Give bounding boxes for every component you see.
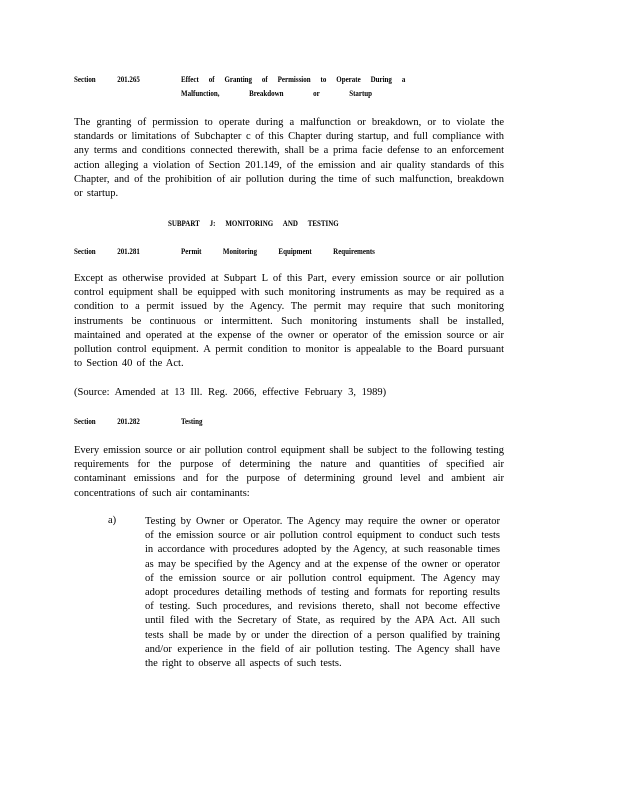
section-281-title: Permit Monitoring Equipment Requirements	[181, 246, 375, 256]
item-a-text: Testing by Owner or Operator. The Agency may require the owner or operator of the emission source or air pollution control equipment to conduct such tests in accordance with procedures adopted by the Agency, at such reasonable times as may be specified by the Agency and at the expense of the owner or operator of the emission source or air pollution control equipment. The Agency may adopt procedures detailing methods of testing and formats for reporting results of testing. Such procedures, and revisions thereto, shall not become effective until filed with the Secretary of State, as required by the APA Act. All such tests shall be made by or under the direction of a person qualified by training and/or experience in the field of air pollution testing. The Agency shall have the right to observe all aspects of such tests.	[145, 516, 500, 670]
section-label: Section	[74, 74, 96, 84]
section-282-heading	[74, 416, 140, 426]
section-number: 201.281	[117, 246, 140, 256]
section-282-body: Every emission source or air pollution control equipment shall be subject to the following testing requirements for the purpose of determining the nature and quantities of specified air contaminant emissions and for the purpose of determining ground level and ambient air concentrations of such air contaminants:	[74, 445, 504, 499]
section-265-title-line2: Malfunction, Breakdown or Startup	[181, 88, 373, 98]
section-label: Section	[74, 246, 96, 256]
section-281-source: (Source: Amended at 13 Ill. Reg. 2066, effective February 3, 1989)	[74, 387, 387, 398]
section-281-body: Except as otherwise provided at Subpart L of this Part, every emission source or air pollution control equipment shall be equipped with such monitoring instruments as may be required as a condition to a permit issued by the Agency. The permit may require that such monitoring instruments be continuous or intermittent. Such monitoring instuments shall be installed, maintained and operated at the expense of the owner or operator of the emission source or air pollution control equipment. A permit condition to monitor is appealable to the Board pursuant to Section 40 of the Act.	[74, 273, 504, 370]
section-265-body: The granting of permission to operate during a malfunction or breakdown, or to violate the standards or limitations of Subchapter c of this Chapter during startup, and full compliance with any terms and conditions connected therewith, shall be a prima facie defense to an enforcement action alleging a violation of Section 201.149, of the emission and air quality standards of this Chapter, and of the prohibition of air pollution during the time of such malfunction, breakdown or startup.	[74, 117, 504, 200]
section-281-heading	[74, 246, 140, 256]
section-265-title-line1: Effect of Granting of Permission to Operate During a	[181, 74, 406, 84]
item-a-label: a)	[108, 515, 117, 526]
section-number: 201.265	[117, 74, 140, 84]
section-265-heading	[74, 74, 140, 84]
subpart-j-heading: SUBPART J: MONITORING AND TESTING	[168, 218, 339, 228]
section-number: 201.282	[117, 416, 140, 426]
section-label: Section	[74, 416, 96, 426]
section-282-title: Testing	[181, 416, 203, 426]
